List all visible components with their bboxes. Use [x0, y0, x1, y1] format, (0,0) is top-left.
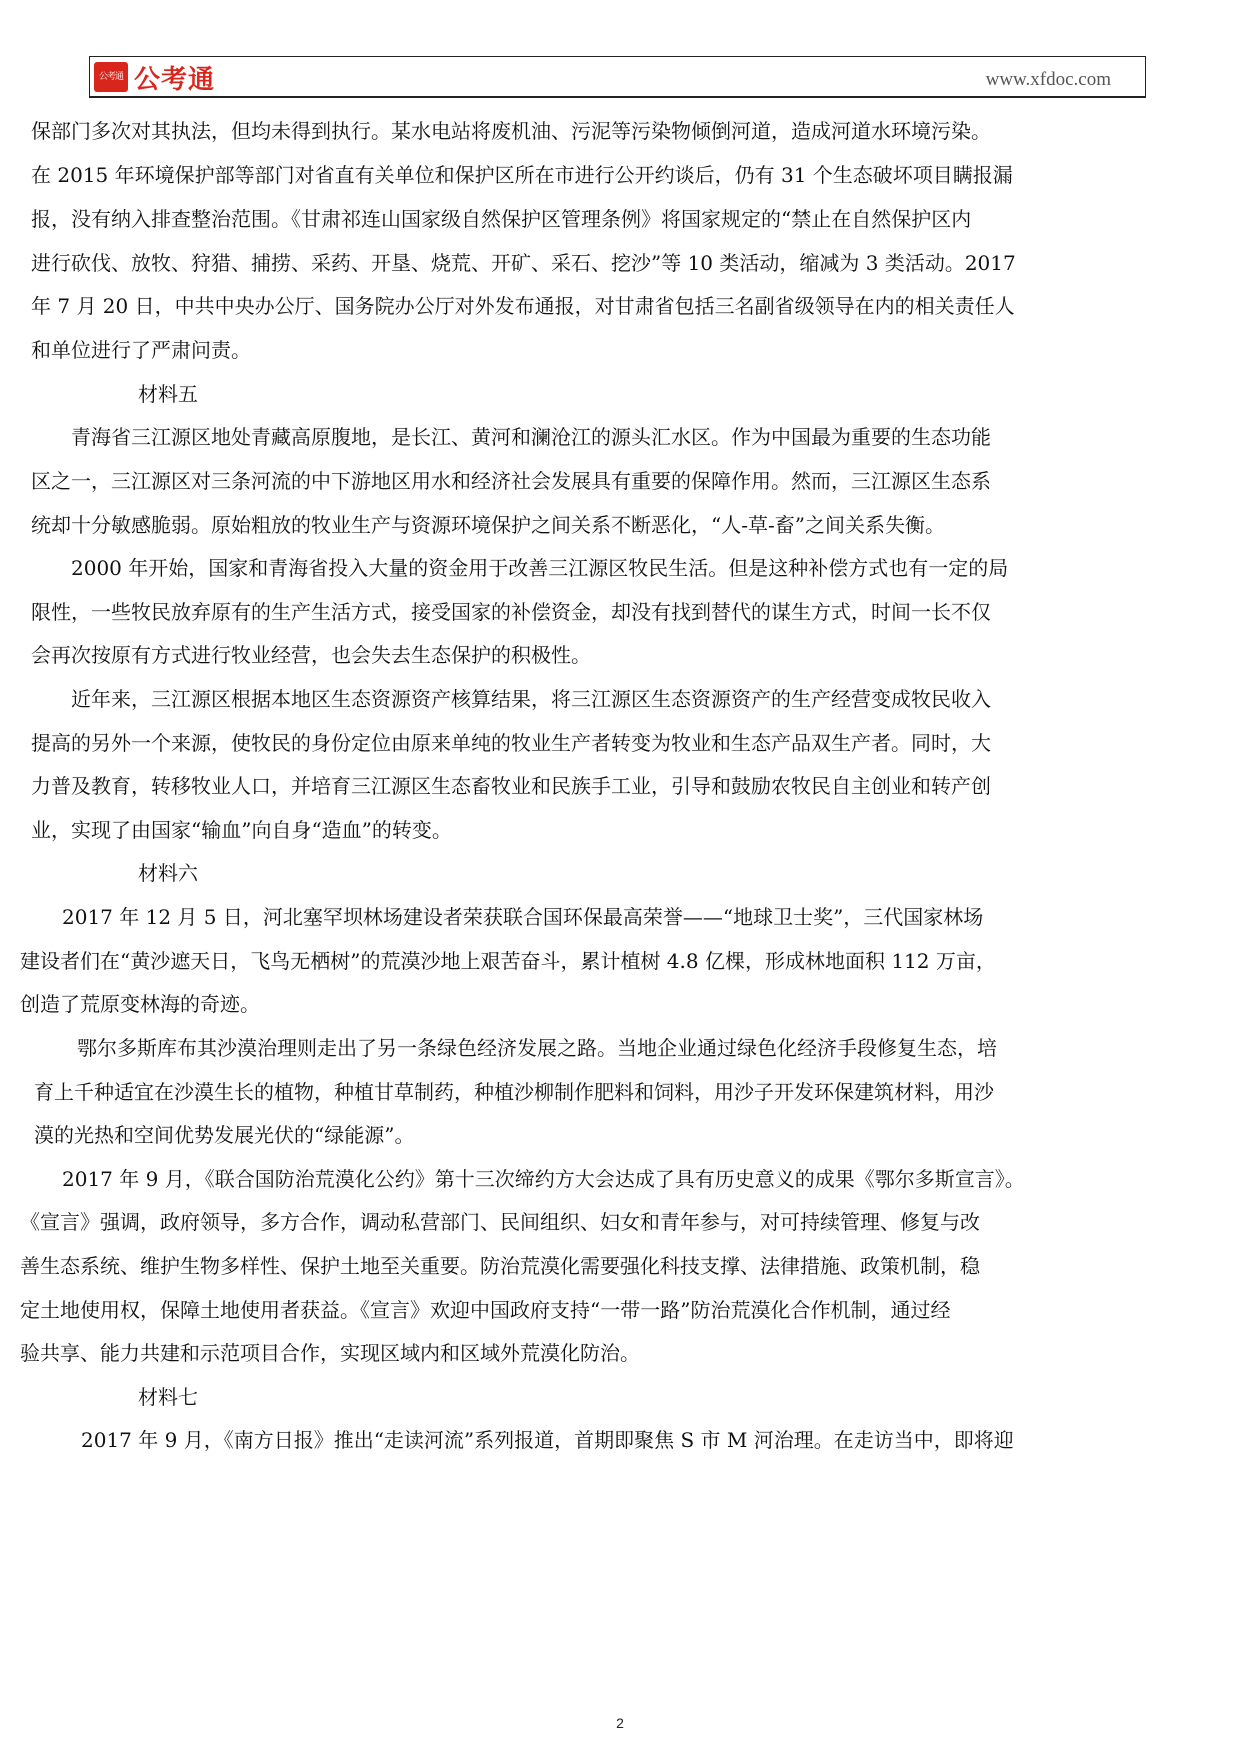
- text-line: 育上千种适宜在沙漠生长的植物，种植甘草制药，种植沙柳制作肥料和饲料，用沙子开发环保建筑材料，用沙: [34, 1080, 994, 1104]
- text-line: 会再次按原有方式进行牧业经营，也会失去生态保护的积极性。: [31, 643, 591, 667]
- material-title: 材料六: [138, 861, 198, 885]
- logo: [94, 62, 216, 95]
- text-line: 2017 年 9 月，《联合国防治荒漠化公约》第十三次缔约方大会达成了具有历史意义的成果《鄂尔多斯宣言》。: [62, 1167, 1025, 1191]
- text-line: 和单位进行了严肃问责。: [31, 338, 251, 362]
- text-line: 报，没有纳入排查整治范围。《甘肃祁连山国家级自然保护区管理条例》将国家规定的“禁止在自然保护区内: [31, 207, 972, 231]
- text-line: 在 2015 年环境保护部等部门对省直有关单位和保护区所在市进行公开约谈后，仍有 31 个生态破坏项目瞒报漏: [31, 163, 1013, 187]
- text-line: 验共享、能力共建和示范项目合作，实现区域内和区域外荒漠化防治。: [20, 1341, 640, 1365]
- text-line: 鄂尔多斯库布其沙漠治理则走出了另一条绿色经济发展之路。当地企业通过绿色化经济手段修复生态，培: [77, 1036, 997, 1060]
- text-line: 保部门多次对其执法，但均未得到执行。某水电站将废机油、污泥等污染物倾倒河道，造成河道水环境污染。: [31, 119, 991, 143]
- logo-text: 公考通: [134, 64, 216, 95]
- text-line: 年 7 月 20 日，中共中央办公厅、国务院办公厅对外发布通报，对甘肃省包括三名副省级领导在内的相关责任人: [31, 294, 1015, 318]
- text-line: 青海省三江源区地处青藏高原腹地，是长江、黄河和澜沧江的源头汇水区。作为中国最为重要的生态功能: [71, 425, 991, 449]
- text-line: 进行砍伐、放牧、狩猎、捕捞、采药、开垦、烧荒、开矿、采石、挖沙”等 10 类活动，缩减为 3 类活动。2017: [31, 251, 1016, 275]
- text-line: 2017 年 9 月，《南方日报》推出“走读河流”系列报道，首期即聚焦 S 市 M 河治理。在走访当中，即将迎: [81, 1428, 1014, 1452]
- text-line: 近年来，三江源区根据本地区生态资源资产核算结果，将三江源区生态资源资产的生产经营变成牧民收入: [71, 687, 991, 711]
- text-line: 2000 年开始，国家和青海省投入大量的资金用于改善三江源区牧民生活。但是这种补偿方式也有一定的局: [71, 556, 1009, 580]
- material-title: 材料五: [138, 382, 198, 406]
- text-line: 2017 年 12 月 5 日，河北塞罕坝林场建设者荣获联合国环保最高荣誉——“地球卫士奖”，三代国家林场: [62, 905, 984, 929]
- text-line: 建设者们在“黄沙遮天日，飞鸟无栖树”的荒漠沙地上艰苦奋斗，累计植树 4.8 亿棵，形成林地面积 112 万亩，: [20, 949, 996, 973]
- text-line: 漠的光热和空间优势发展光伏的“绿能源”。: [34, 1123, 415, 1147]
- logo-badge: 公考通: [94, 62, 128, 92]
- text-line: 统却十分敏感脆弱。原始粗放的牧业生产与资源环境保护之间关系不断恶化，“人-草-畜”之间关系失衡。: [31, 513, 945, 537]
- text-line: 提高的另外一个来源，使牧民的身份定位由原来单纯的牧业生产者转变为牧业和生态产品双生产者。同时，大: [31, 731, 991, 755]
- text-line: 定土地使用权，保障土地使用者获益。《宣言》欢迎中国政府支持“一带一路”防治荒漠化合作机制，通过经: [20, 1298, 951, 1322]
- text-line: 《宣言》强调，政府领导，多方合作，调动私营部门、民间组织、妇女和青年参与，对可持续管理、修复与改: [20, 1210, 980, 1234]
- text-line: 业，实现了由国家“输血”向自身“造血”的转变。: [31, 818, 452, 842]
- page-header: [89, 56, 1146, 98]
- site-url[interactable]: www.xfdoc.com: [985, 69, 1111, 90]
- material-title: 材料七: [138, 1385, 198, 1409]
- text-line: 力普及教育，转移牧业人口，并培育三江源区生态畜牧业和民族手工业，引导和鼓励农牧民自主创业和转产创: [31, 774, 991, 798]
- text-line: 创造了荒原变林海的奇迹。: [20, 992, 260, 1016]
- text-line: 限性，一些牧民放弃原有的生产生活方式，接受国家的补偿资金，却没有找到替代的谋生方式，时间一长不仅: [31, 600, 991, 624]
- text-line: 区之一，三江源区对三条河流的中下游地区用水和经济社会发展具有重要的保障作用。然而，三江源区生态系: [31, 469, 991, 493]
- page-number: 2: [616, 1715, 624, 1731]
- text-line: 善生态系统、维护生物多样性、保护土地至关重要。防治荒漠化需要强化科技支撑、法律措施、政策机制，稳: [20, 1254, 980, 1278]
